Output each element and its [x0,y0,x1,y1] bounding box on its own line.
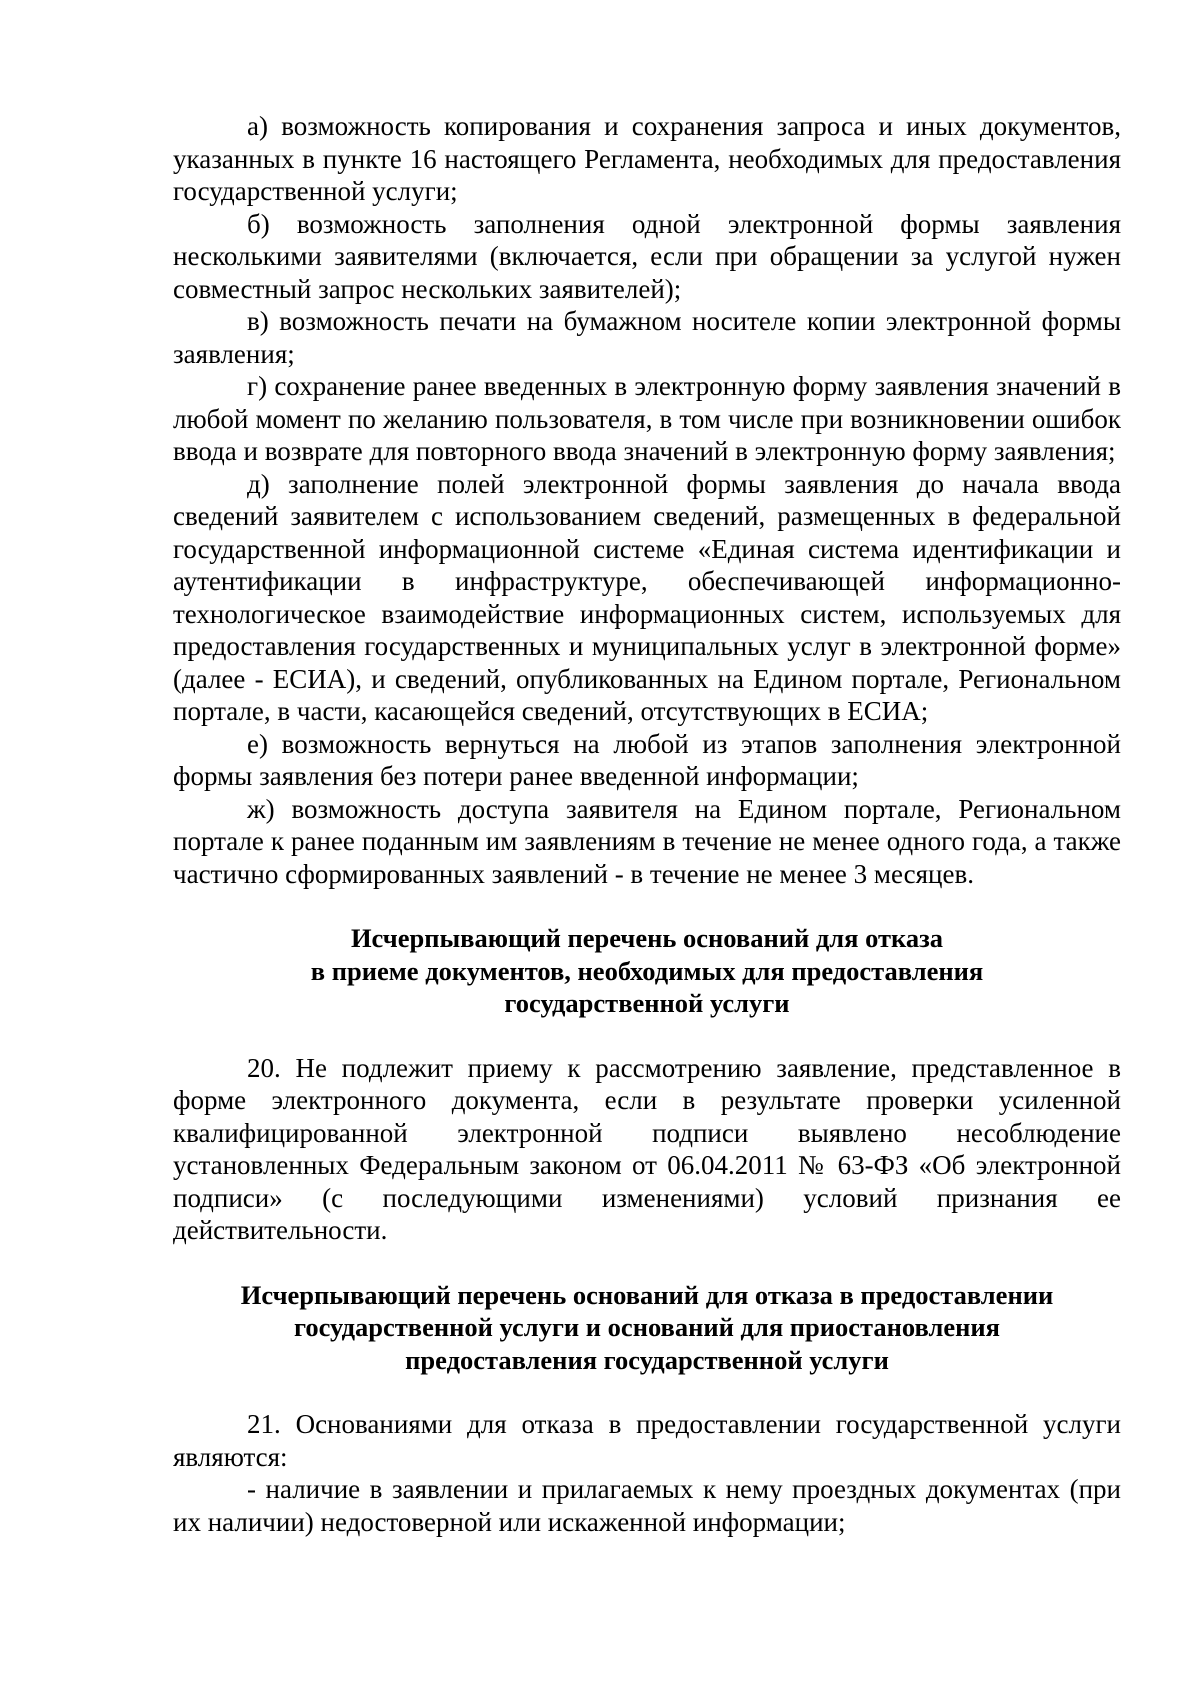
paragraph-20: 20. Не подлежит приему к рассмотрению заявление, представленное в форме электронного документа, если в результате проверки усиленной квалифицированной электронной подписи выявлено несоблюдение установленных Федеральным законом от 06.04.2011 № 63-ФЗ «Об электронной подписи» (с последующими изменениями) условий признания ее действительности. [173,1052,1121,1245]
section-heading-refusal-provision [173,1279,1121,1377]
heading-line: предоставления государственной услуги [405,1344,889,1375]
paragraph-21-item-1: - наличие в заявлении и прилагаемых к нему проездных документах (при их наличии) недостоверной или искаженной информации; [173,1474,1121,1537]
heading-line: Исчерпывающий перечень оснований для отказа [350,923,944,953]
heading-line: государственной услуги [504,988,790,1018]
item-b: б) возможность заполнения одной электронной формы заявления несколькими заявителями (включается, если при обращении за услугой нужен совместный запрос нескольких заявителей); [173,208,1121,304]
item-e: е) возможность вернуться на любой из этапов заполнения электронной формы заявления без потери ранее введенной информации; [173,728,1121,791]
heading-line: в приеме документов, необходимых для предоставления [310,955,984,986]
item-zh: ж) возможность доступа заявителя на Едином портале, Региональном портале к ранее поданным им заявлениям в течение не менее одного года, а также частично сформированных заявлений - в течение не менее 3 месяцев. [173,793,1121,889]
heading-line: Исчерпывающий перечень оснований для отказа в предоставлении [240,1279,1054,1310]
item-a: а) возможность копирования и сохранения запроса и иных документов, указанных в пункте 16 настоящего Регламента, необходимых для предоставления государственной услуги; [173,111,1121,206]
heading-line: государственной услуги и оснований для приостановления [294,1312,1000,1342]
item-v: в) возможность печати на бумажном носителе копии электронной формы заявления; [173,306,1121,369]
item-g: г) сохранение ранее введенных в электронную форму заявления значений в любой момент по желанию пользователя, в том числе при возникновении ошибок ввода и возврате для повторного ввода значений в электронную форму заявления; [173,371,1121,466]
document-page [173,110,1121,1538]
paragraph-21: 21. Основаниями для отказа в предоставлении государственной услуги являются: [173,1409,1121,1472]
section-heading-refusal-acceptance [173,922,1121,1020]
item-d: д) заполнение полей электронной формы заявления до начала ввода сведений заявителем с использованием сведений, размещенных в федеральной государственной информационной системе «Единая система идентификации и аутентификации в инфраструктуре, обеспечивающей информационно-технологическое взаимодействие информационных систем, используемых для предоставления государственных и муниципальных услуг в электронной форме» (далее - ЕСИА), и сведений, опубликованных на Едином портале, Региональном портале, в части, касающейся сведений, отсутствующих в ЕСИА; [173,468,1121,726]
